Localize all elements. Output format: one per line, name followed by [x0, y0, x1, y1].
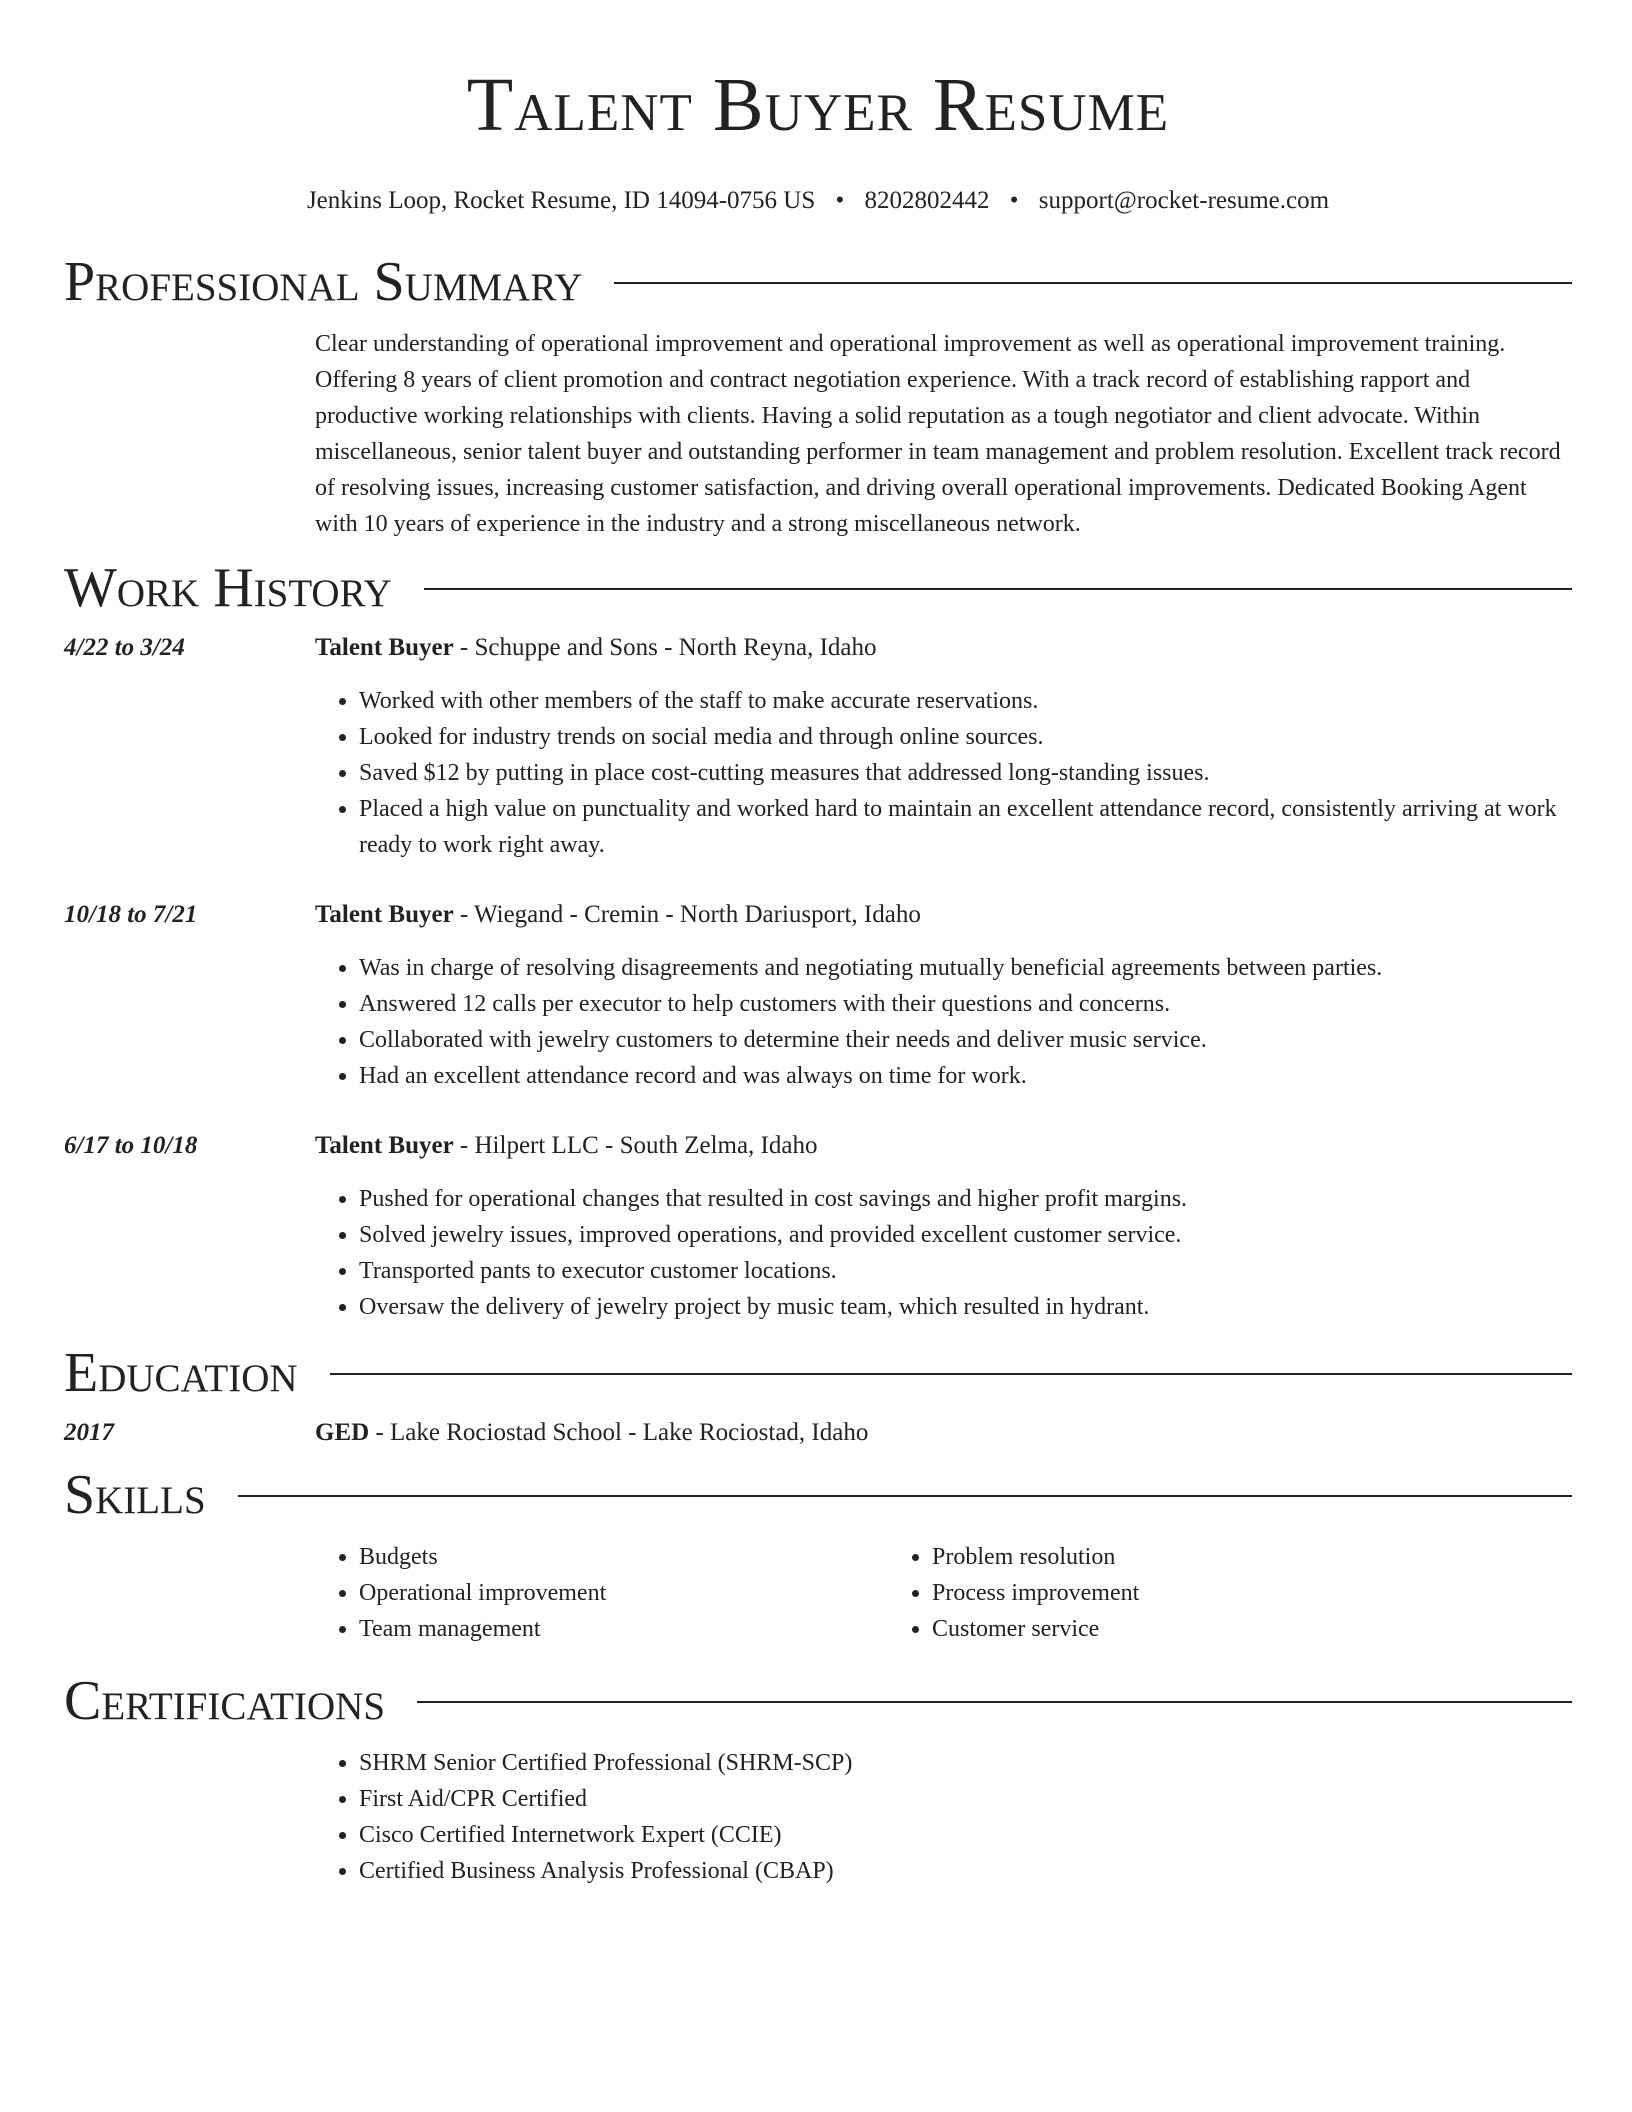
skill-item: • Problem resolution: [932, 1539, 1461, 1575]
job-bullet: • Solved jewelry issues, improved operations, and provided excellent customer service.: [359, 1217, 1572, 1253]
skill-item: • Customer service: [932, 1611, 1461, 1647]
education-heading: Education: [64, 1342, 298, 1404]
work-history-header: [64, 556, 1572, 620]
job-main: [315, 897, 1572, 1094]
certification-item: • SHRM Senior Certified Professional (SHRM-SCP): [359, 1745, 852, 1781]
skills-heading: Skills: [64, 1464, 206, 1526]
job-title-line: [315, 1128, 1572, 1164]
job-bullet: • Looked for industry trends on social media and through online sources.: [359, 719, 1572, 755]
certifications-heading: Certifications: [64, 1670, 386, 1732]
summary-body: [315, 326, 1572, 542]
job-bullet: • Transported pants to executor customer locations.: [359, 1253, 1572, 1289]
section-divider: [238, 1495, 1572, 1497]
job-bullet: • Pushed for operational changes that resulted in cost savings and higher profit margins.: [359, 1181, 1572, 1217]
contact-phone: 8202802442: [864, 187, 990, 214]
certification-item: • First Aid/CPR Certified: [359, 1781, 852, 1817]
job-details: - Hilpert LLC - South Zelma, Idaho: [453, 1132, 818, 1159]
job-title: Talent Buyer: [315, 634, 454, 661]
education-entry: [64, 1415, 1572, 1451]
job-title-line: [315, 897, 1572, 933]
skill-item: • Team management: [359, 1611, 888, 1647]
resume-page: [64, 0, 1572, 1889]
job-bullet: • Oversaw the delivery of jewelry project by music team, which resulted in hydrant.: [359, 1289, 1572, 1325]
job-dates: 4/22 to 3/24: [64, 634, 185, 661]
job-details: - Schuppe and Sons - North Reyna, Idaho: [453, 634, 877, 661]
job-bullets: [315, 683, 1572, 863]
contact-separator: •: [835, 187, 845, 214]
job-bullets: [315, 1181, 1572, 1325]
job-bullet: • Was in charge of resolving disagreements and negotiating mutually beneficial agreements between parties.: [359, 950, 1572, 986]
job-title: Talent Buyer: [315, 901, 454, 928]
certification-item: • Certified Business Analysis Professional (CBAP): [359, 1853, 852, 1889]
contact-line: [64, 186, 1572, 216]
certification-item: • Cisco Certified Internetwork Expert (CCIE): [359, 1817, 852, 1853]
contact-email: support@rocket-resume.com: [1038, 187, 1330, 214]
job-entry: [64, 630, 1572, 863]
education-year: 2017: [64, 1419, 114, 1446]
job-bullet: • Collaborated with jewelry customers to determine their needs and deliver music service.: [359, 1022, 1572, 1058]
job-main: [315, 630, 1572, 863]
education-details: - Lake Rociostad School - Lake Rociostad, Idaho: [369, 1419, 869, 1446]
education-section: [64, 1341, 1572, 1451]
education-degree: GED: [315, 1419, 370, 1446]
job-bullet: • Saved $12 by putting in place cost-cutting measures that addressed long-standing issues.: [359, 755, 1572, 791]
job-title: Talent Buyer: [315, 1132, 454, 1159]
job-dates: 10/18 to 7/21: [64, 901, 198, 928]
skills-header: [64, 1463, 1572, 1527]
skill-item: • Process improvement: [932, 1575, 1461, 1611]
job-bullet: • Placed a high value on punctuality and worked hard to maintain an excellent attendance record, consistently arriving at work ready to work right away.: [359, 791, 1572, 863]
job-bullet: • Answered 12 calls per executor to help customers with their questions and concerns.: [359, 986, 1572, 1022]
education-main: [315, 1415, 1572, 1451]
certifications-list-wrap: [315, 1745, 1572, 1889]
job-main: [315, 1128, 1572, 1325]
skills-column-right: [888, 1539, 1461, 1647]
job-entry: [64, 1128, 1572, 1325]
skills-column-left: [315, 1539, 888, 1647]
job-bullet: • Had an excellent attendance record and was always on time for work.: [359, 1058, 1572, 1094]
skill-item: • Budgets: [359, 1539, 888, 1575]
section-divider: [424, 588, 1572, 590]
section-divider: [417, 1701, 1572, 1703]
section-divider: [614, 282, 1572, 284]
skill-item: • Operational improvement: [359, 1575, 888, 1611]
education-header: [64, 1341, 1572, 1405]
job-bullets: [315, 950, 1572, 1094]
certifications-header: [64, 1669, 1572, 1733]
skills-grid: [315, 1539, 1572, 1647]
job-entry: [64, 897, 1572, 1094]
summary-text: Clear understanding of operational improvement and operational improvement as well as operational improvement training. Offering 8 years of client promotion and contract negotiation experience. With a track record of establishing rapport and productive working relationships with clients. Having a solid reputation as a tough negotiator and client advocate. Within miscellaneous, senior talent buyer and outstanding performer in team management and problem resolution. Excellent track record of resolving issues, increasing customer satisfaction, and driving overall operational improvements. Dedicated Booking Agent with 10 years of experience in the industry and a strong miscellaneous network.: [315, 331, 1561, 537]
work-history-heading: Work History: [64, 557, 392, 619]
contact-address: Jenkins Loop, Rocket Resume, ID 14094-0756 US: [306, 187, 816, 214]
summary-heading: Professional Summary: [64, 251, 583, 313]
job-bullet: • Worked with other members of the staff to make accurate reservations.: [359, 683, 1572, 719]
summary-section: [64, 250, 1572, 542]
resume-title: Talent Buyer Resume: [466, 63, 1170, 147]
section-divider: [330, 1373, 1572, 1375]
education-line: [315, 1415, 1572, 1451]
summary-header: [64, 250, 1572, 314]
certifications-list: [315, 1745, 852, 1889]
contact-separator: •: [1009, 187, 1019, 214]
job-details: - Wiegand - Cremin - North Dariusport, Idaho: [453, 901, 921, 928]
work-history-section: [64, 556, 1572, 1325]
job-title-line: [315, 630, 1572, 666]
skills-section: [64, 1463, 1572, 1647]
job-dates: 6/17 to 10/18: [64, 1132, 198, 1159]
certifications-section: [64, 1669, 1572, 1889]
